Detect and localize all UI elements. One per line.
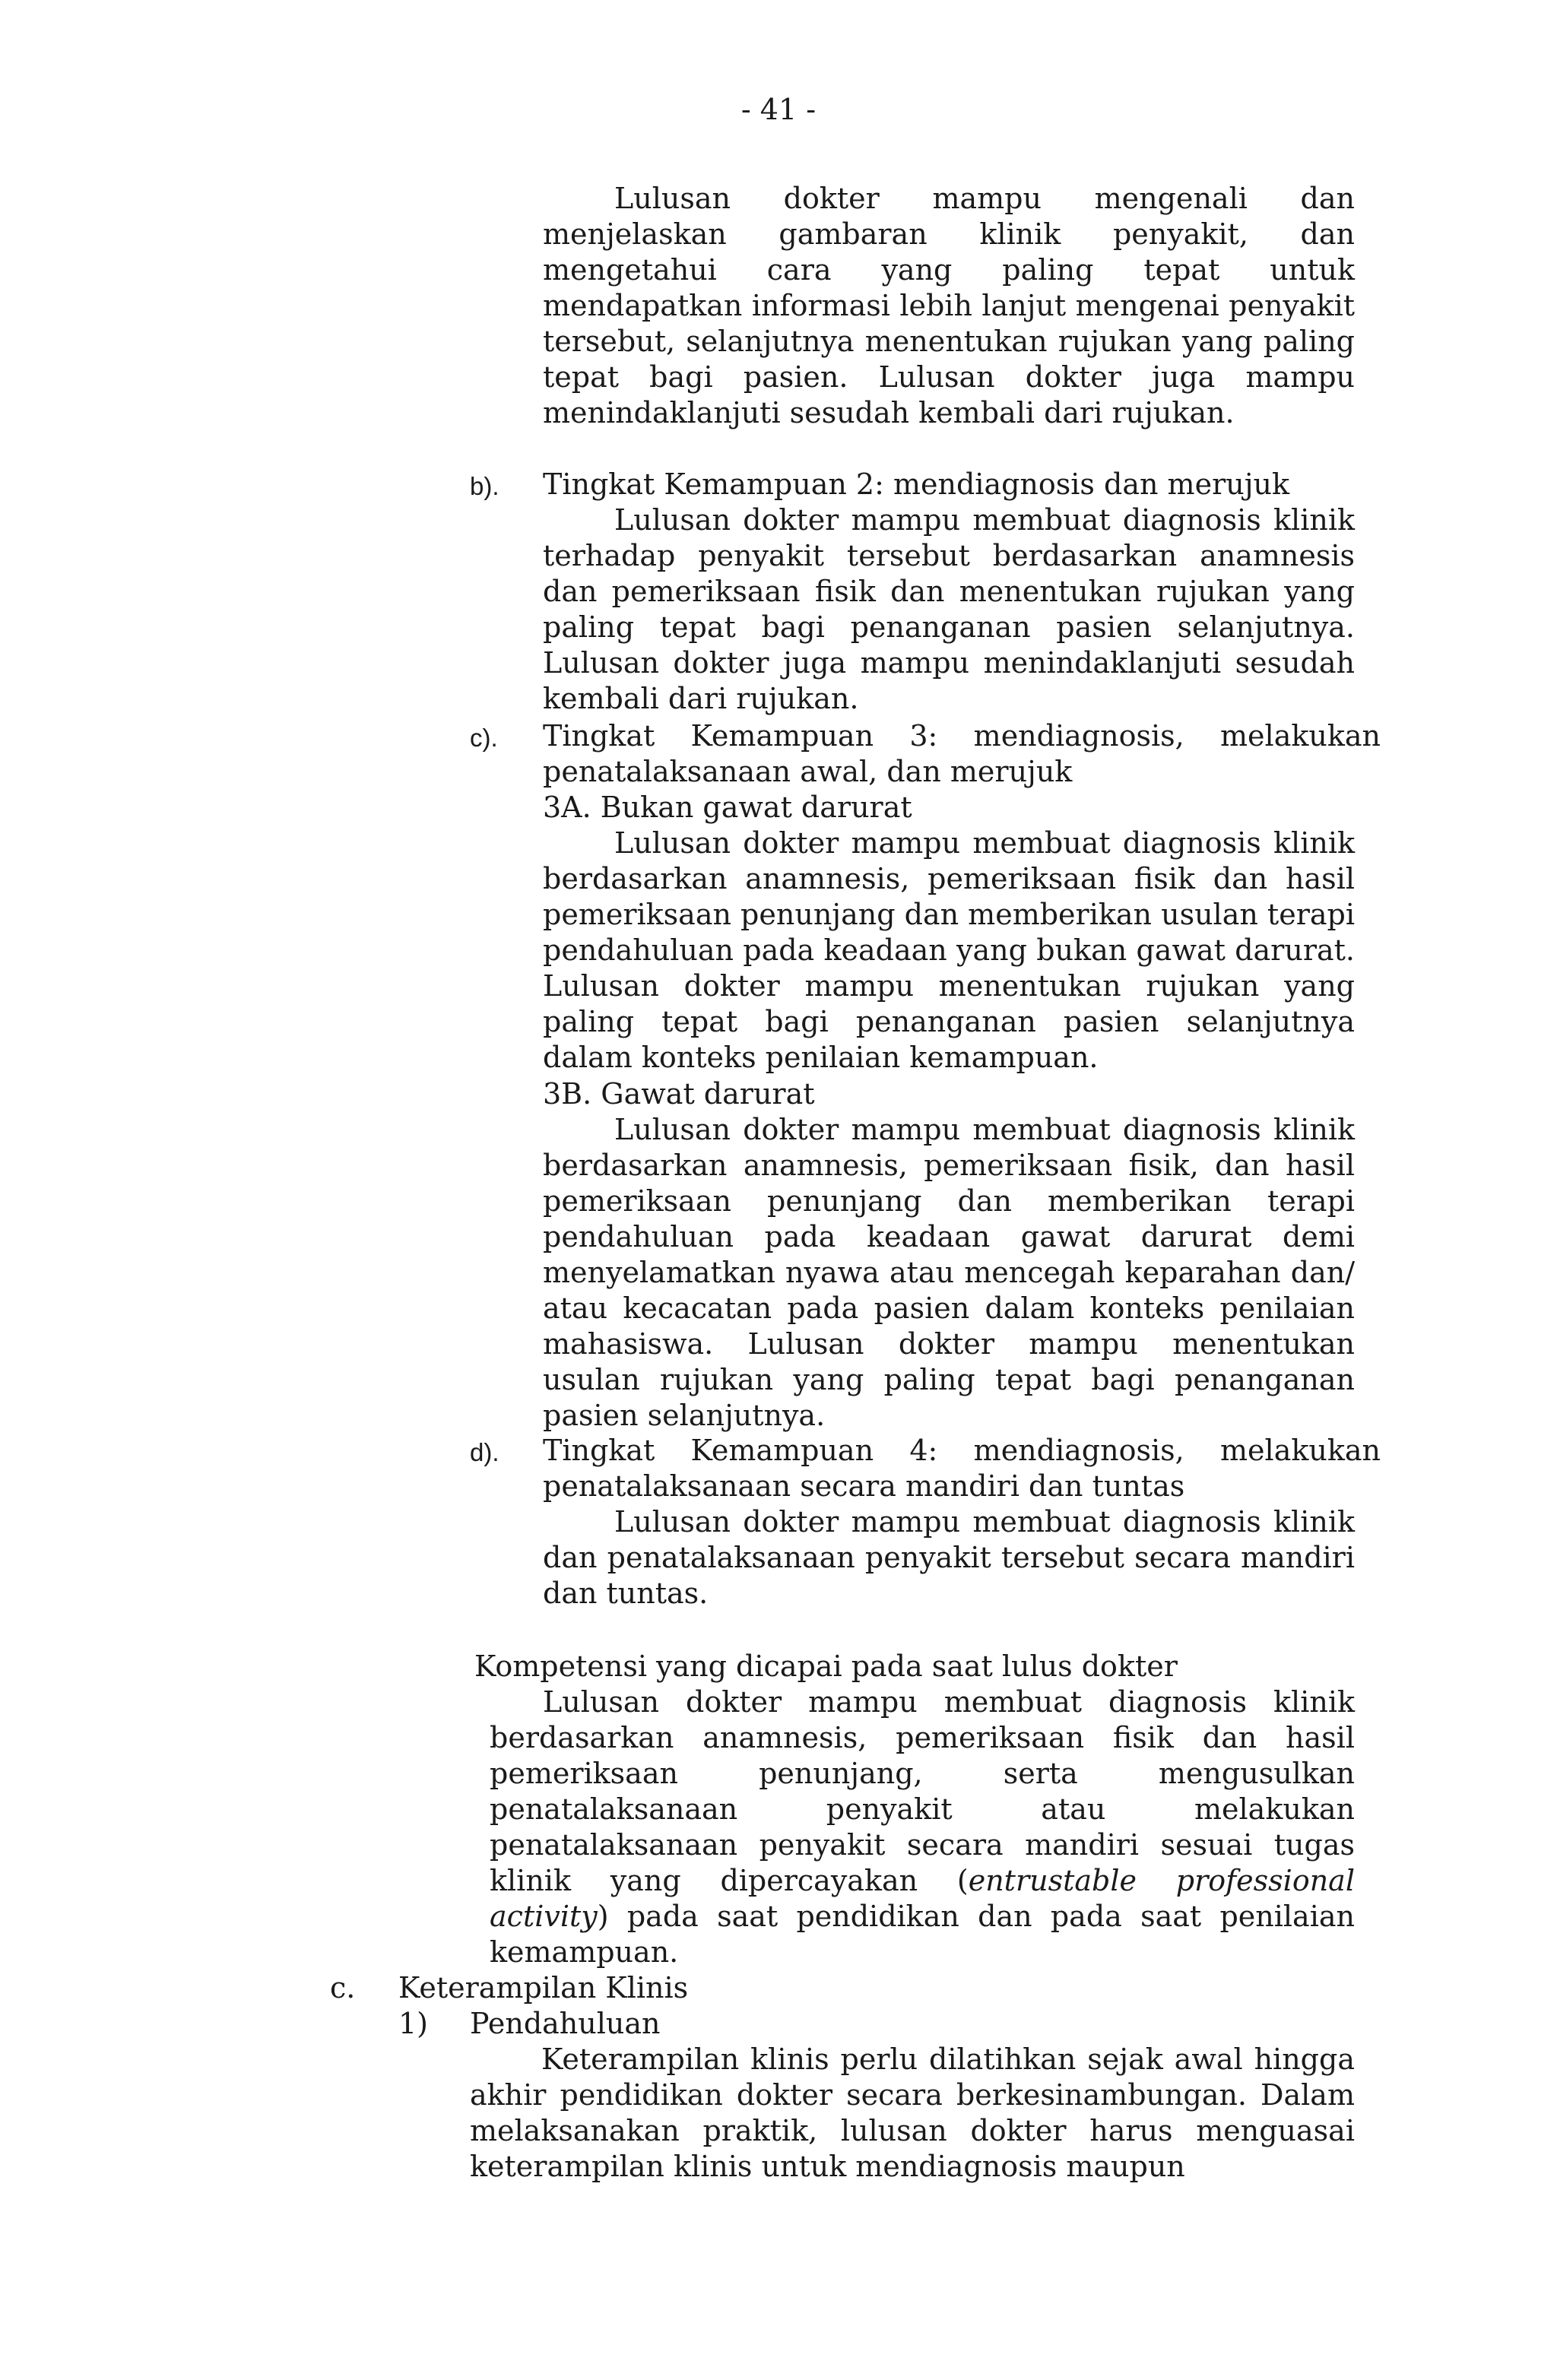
section-c-marker: c. (330, 1971, 356, 2004)
kompetensi-paragraph (490, 1684, 1355, 1970)
level1-c-title: Tingkat Kemampuan 3: mendiagnosis, melakukan penatalaksanaan awal, dan merujuk (543, 719, 1381, 788)
section-c-sub-marker: 1) (398, 2007, 429, 2040)
page-number: - 41 - (740, 93, 817, 126)
kompetensi-text-1: Lulusan dokter mampu membuat diagnosis klinik berdasarkan anamnesis, pemeriksaan fisik dan hasil pemeriksaan penunjang, serta mengusulkan penatalaksanaan penyakit atau melakukan penatalaksanaan penyakit secara mandiri sesuai tugas klinik yang dipercayakan ( (490, 1685, 1355, 1897)
level1-a-paragraph: Lulusan dokter mampu mengenali dan menjelaskan gambaran klinik penyakit, dan mengetahui cara yang paling tepat untuk mendapatkan informasi lebih lanjut mengenai penyakit tersebut, selanjutnya menentukan rujukan yang paling tepat bagi pasien. Lulusan dokter juga mampu menindaklanjuti sesudah kembali dari rujukan. (543, 182, 1355, 429)
section-c-title: Keterampilan Klinis (398, 1971, 689, 2004)
level1-c-3b-title: 3B. Gawat darurat (543, 1077, 815, 1111)
list-marker-b: b). (470, 472, 499, 500)
kompetensi-italic-term: entrustable professional activity (490, 1864, 1355, 1933)
level1-b-paragraph: Lulusan dokter mampu membuat diagnosis klinik terhadap penyakit tersebut berdasarkan anamnesis dan pemeriksaan fisik dan menentukan rujukan yang paling tepat bagi penanganan pasien selanjutnya. Lulusan dokter juga mampu menindaklanjuti sesudah kembali dari rujukan. (543, 503, 1355, 715)
level1-c-3b-paragraph: Lulusan dokter mampu membuat diagnosis klinik berdasarkan anamnesis, pemeriksaan fisik, dan hasil pemeriksaan penunjang dan memberikan terapi pendahuluan pada keadaan gawat darurat demi menyelamatkan nyawa atau mencegah keparahan dan/ atau kecacatan pada pasien dalam konteks penilaian mahasiswa. Lulusan dokter mampu menentukan usulan rujukan yang paling tepat bagi penanganan pasien selanjutnya. (543, 1113, 1355, 1432)
level1-c-3a-paragraph: Lulusan dokter mampu membuat diagnosis klinik berdasarkan anamnesis, pemeriksaan fisik dan hasil pemeriksaan penunjang dan memberikan usulan terapi pendahuluan pada keadaan yang bukan gawat darurat. Lulusan dokter mampu menentukan rujukan yang paling tepat bagi penanganan pasien selanjutnya dalam konteks penilaian kemampuan. (543, 826, 1355, 1074)
level1-b-title: Tingkat Kemampuan 2: mendiagnosis dan merujuk (543, 467, 1289, 501)
kompetensi-title: Kompetensi yang dicapai pada saat lulus dokter (474, 1650, 1178, 1683)
level1-d-title: Tingkat Kemampuan 4: mendiagnosis, melakukan penatalaksanaan secara mandiri dan tuntas (543, 1434, 1381, 1503)
level1-c-3a-title: 3A. Bukan gawat darurat (543, 791, 912, 824)
section-c-sub-title: Pendahuluan (470, 2007, 661, 2040)
list-marker-c: c). (470, 724, 498, 752)
list-marker-d: d). (470, 1438, 499, 1466)
kompetensi-text-2: ) pada saat pendidikan dan pada saat penilaian kemampuan. (490, 1900, 1355, 1969)
section-c-paragraph: Keterampilan klinis perlu dilatihkan sejak awal hingga akhir pendidikan dokter secara berkesinambungan. Dalam melaksanakan praktik, lulusan dokter harus menguasai keterampilan klinis untuk mendiagnosis maupun (470, 2042, 1355, 2183)
level1-d-paragraph: Lulusan dokter mampu membuat diagnosis klinik dan penatalaksanaan penyakit tersebut secara mandiri dan tuntas. (543, 1505, 1355, 1610)
